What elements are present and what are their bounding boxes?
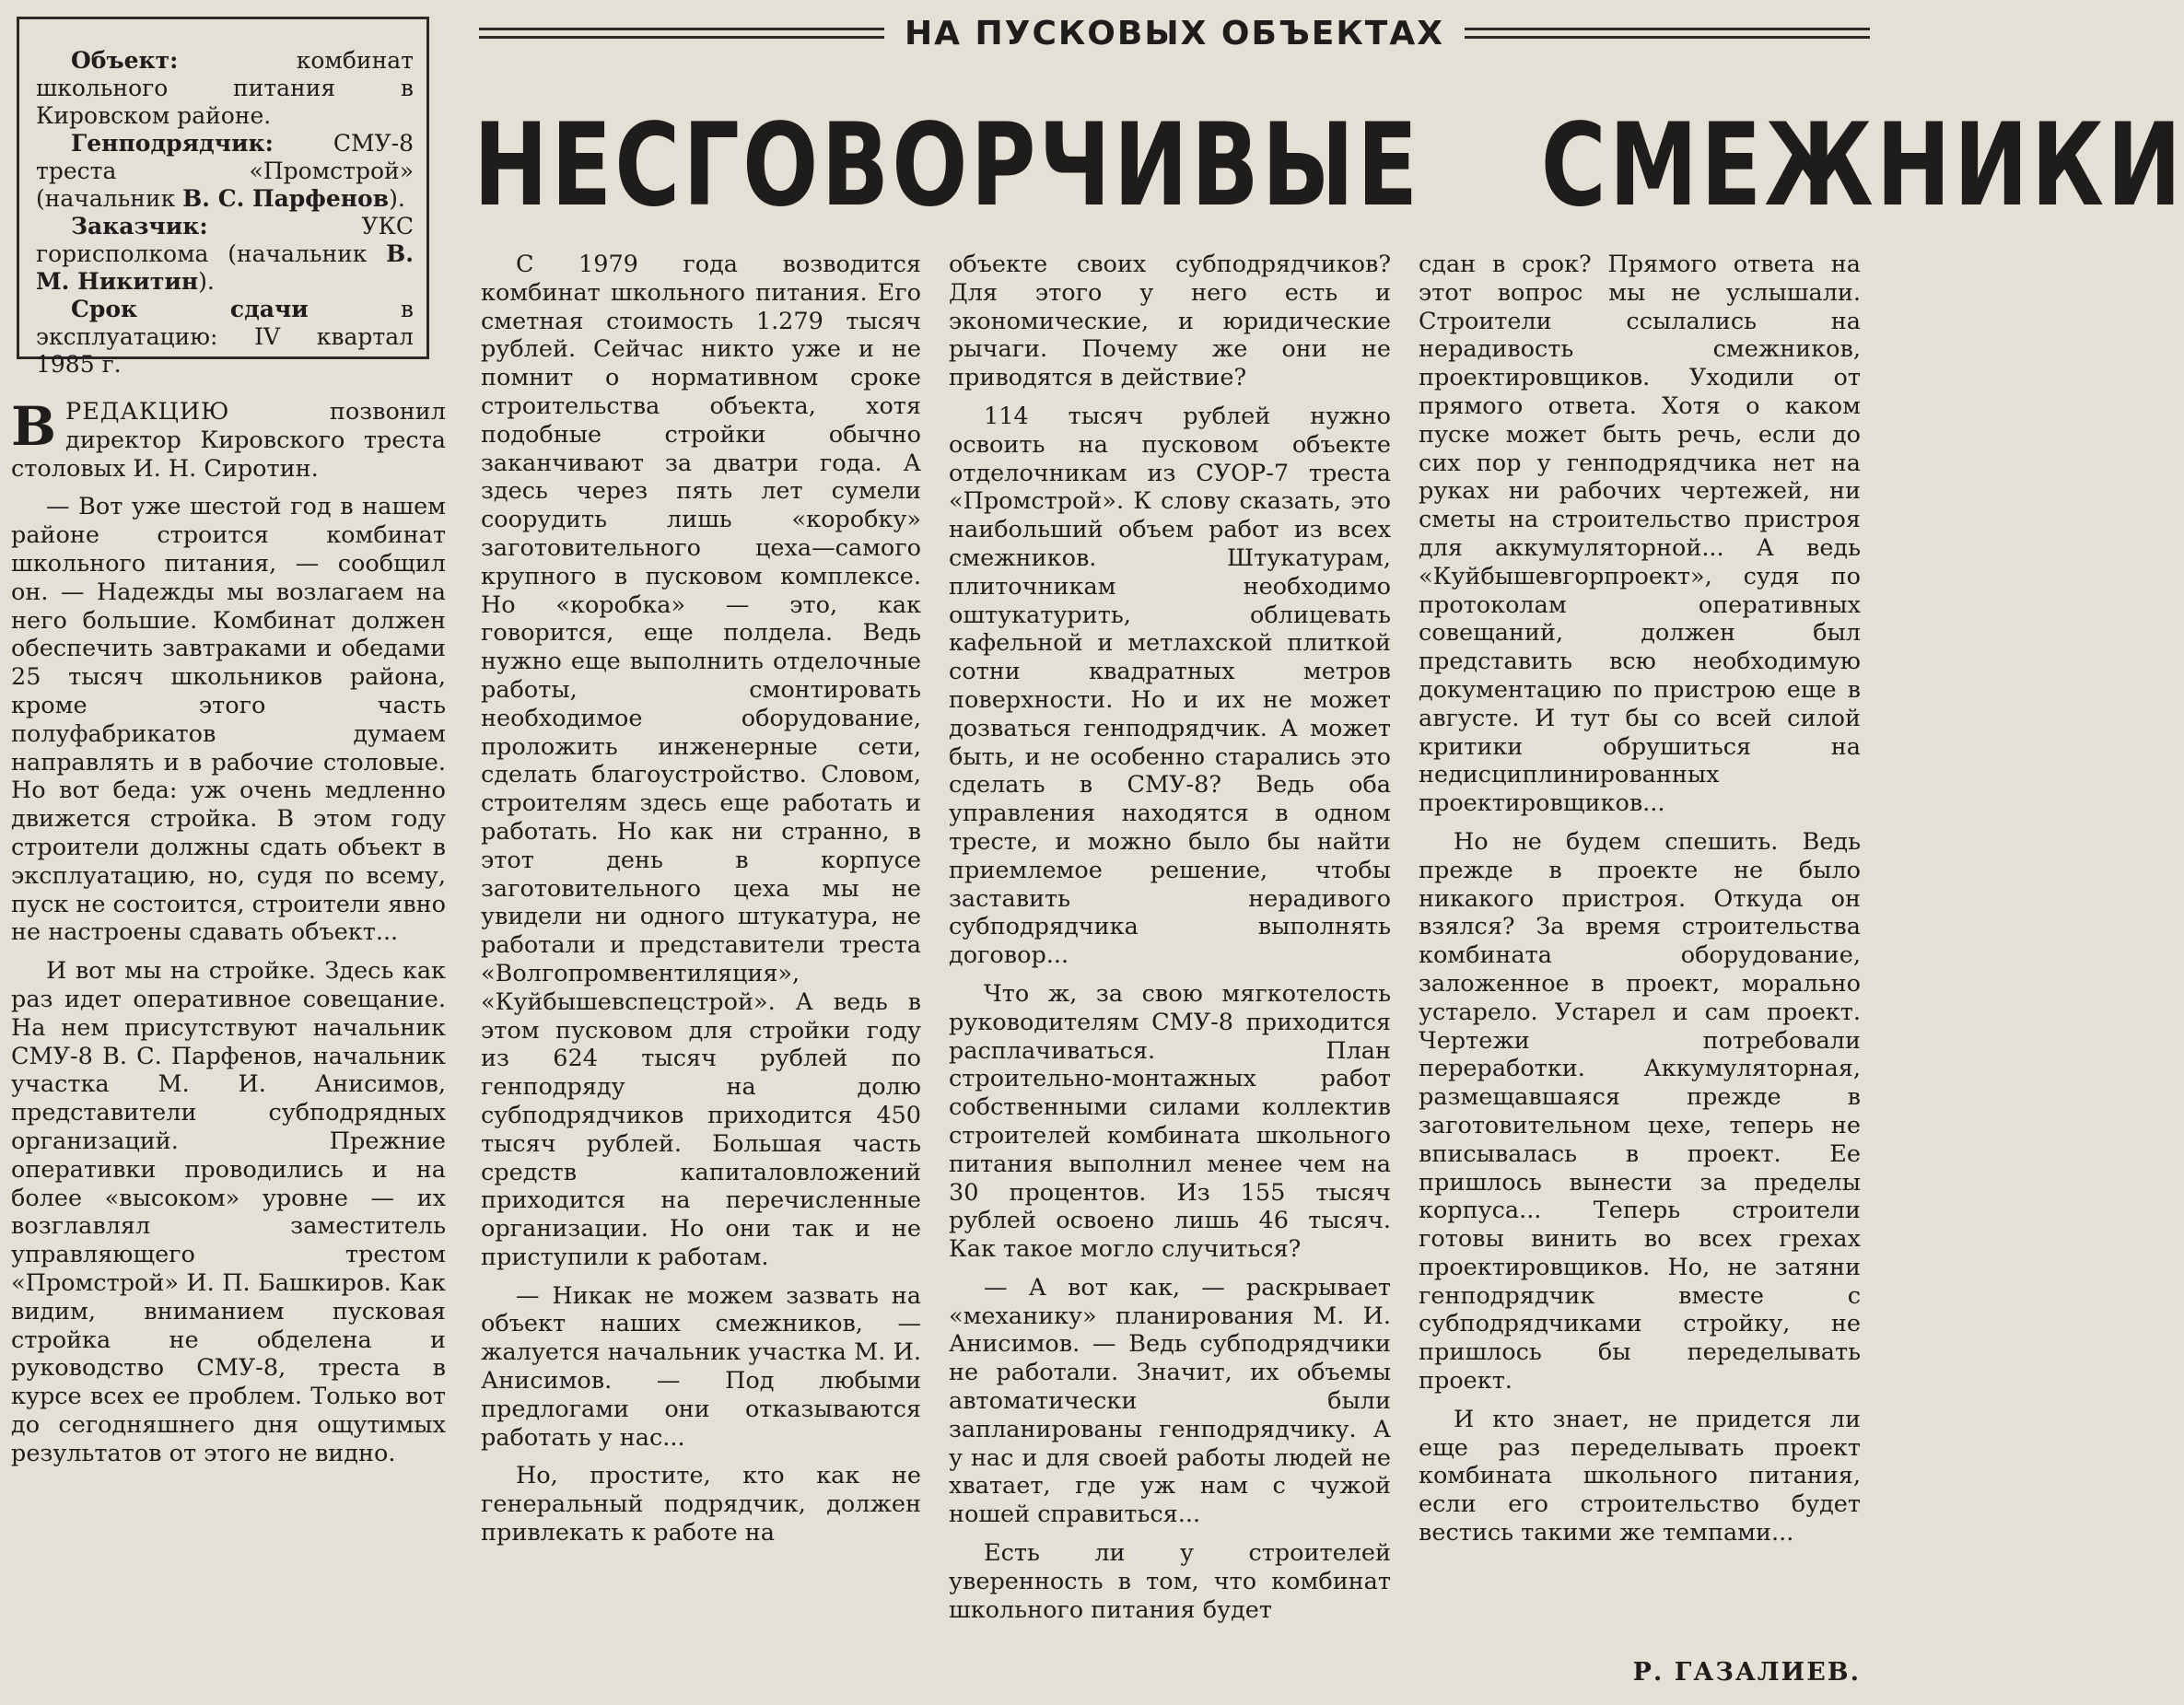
paragraph: 114 тысяч рублей нужно освоить на пусковом объекте отделочникам из СУОР-7 треста «Промстрой». К слову сказать, это наибольший объем работ из всех смежников. Штукатурам, плиточникам необходимо оштукатурить, облицевать кафельной и метлахской плиткой сотни квадратных метров поверхности. Но и их не может дозваться генподрядчик. А может быть, и не особенно старались это сделать в СМУ-8? Ведь оба управления находятся в одном тресте, и можно было бы найти приемлемое решение, чтобы заставить нерадивого субподрядчика выполнять договор... <box>949 402 1391 970</box>
drop-cap: В <box>11 395 57 458</box>
paragraph: И кто знает, не придется ли еще раз переделывать проект комбината школьного питания, если его строительство будет вестись такими же темпами... <box>1419 1405 1861 1547</box>
info-contractor-label: Генподрядчик: <box>71 130 274 157</box>
info-customer <box>36 213 414 296</box>
article-column-3 <box>949 251 1391 1634</box>
rubric-rule-left <box>479 28 884 39</box>
info-object <box>36 47 414 130</box>
paragraph: И вот мы на стройке. Здесь как раз идет оперативное совещание. На нем присутствуют начальник СМУ-8 В. С. Парфенов, начальник участка М. И. Анисимов, представители субподрядных организаций. Прежние оперативки проводились и на более «высоком» уровне — их возглавлял заместитель управляющего трестом «Промстрой» И. П. Башкиров. Как видим, вниманием пусковая стройка не обделена и руководство СМУ-8, треста в курсе всех ее проблем. Только вот до сегодняшнего дня ощутимых результатов от этого не видно. <box>11 957 446 1467</box>
rubric-title: НА ПУСКОВЫХ ОБЪЕКТАХ <box>905 14 1444 53</box>
author-signature: Р. ГАЗАЛИЕВ. <box>1632 1658 1861 1687</box>
info-contractor-text: СМУ-8 треста «Промстрой» (начальник <box>36 130 414 212</box>
article-column-1 <box>11 395 446 1477</box>
info-deadline-label: Срок сдачи <box>71 296 309 322</box>
info-customer-head: В. М. Никитин <box>36 240 414 295</box>
info-contractor-end: ). <box>389 185 405 212</box>
info-customer-end: ). <box>198 268 215 295</box>
info-object-label: Объект: <box>71 47 179 74</box>
info-deadline-text: в эксплуатацию: IV квартал 1985 г. <box>36 296 414 378</box>
paragraph: Что ж, за свою мягкотелость руководителям СМУ-8 приходится расплачиваться. План строительно-монтажных работ собственными силами коллектив строителей комбината школьного питания выполнил менее чем на 30 процентов. Из 155 тысяч рублей освоено лишь 46 тысяч. Как такое могло случиться? <box>949 979 1391 1264</box>
article-column-2 <box>481 251 921 1558</box>
paragraph: — Вот уже шестой год в нашем районе строится комбинат школьного питания, — сообщил он. — Надежды мы возлагаем на него большие. Комбинат должен обеспечить завтраками и обедами 25 тысяч школьников района, кроме этого часть полуфабрикатов думаем направлять и в рабочие столовые. Но вот беда: уж очень медленно движется стройка. В этом году строители должны сдать объект в эксплуатацию, но, судя по всему, пуск не состоится, строители явно не настроены сдавать объект... <box>11 493 446 947</box>
paragraph: Но, простите, кто как не генеральный подрядчик, должен привлекать к работе на <box>481 1462 921 1547</box>
paragraph-continued: сдан в срок? Прямого ответа на этот вопрос мы не услышали. Строители ссылались на нерадивость смежников, проектировщиков. Уходили от прямого ответа. Хотя о каком пуске может быть речь, если до сих пор у генподрядчика нет на руках ни рабочих чертежей, ни сметы на строительство пристроя для аккумуляторной... А ведь «Куйбышевгорпроект», судя по протоколам оперативных совещаний, должен был представить всю необходимую документацию по пристрою еще в августе. И тут бы со всей силой критики обрушиться на недисциплинированных проектировщиков... <box>1419 251 1861 818</box>
paragraph: Есть ли у строителей уверенность в том, что комбинат школьного питания будет <box>949 1539 1391 1624</box>
paragraph: — Никак не можем зазвать на объект наших смежников, — жалуется начальник участка М. И. Анисимов. — Под любыми предлогами они отказываются работать у нас... <box>481 1281 921 1452</box>
paragraph: Но не будем спешить. Ведь прежде в проекте не было никакого пристроя. Откуда он взялся? За время строительства комбината оборудование, заложенное в проект, морально устарело. Устарел и сам проект. Чертежи потребовали переработки. Аккумуляторная, размещавшаяся прежде в заготовительном цехе, теперь не вписывалась в проект. Ее пришлось вынести за пределы корпуса... Теперь строители готовы винить во всех грехах проектировщиков. Но, не затяни генподрядчик вместе с субподрядчиками стройку, не пришлось бы переделывать проект. <box>1419 827 1861 1396</box>
info-object-text: комбинат школьного питания в Кировском районе. <box>36 47 414 129</box>
info-contractor <box>36 130 414 213</box>
paragraph: — А вот как, — раскрывает «механику» планирования М. И. Анисимов. — Ведь субподрядчики не работали. Значит, их объемы автоматически были запланированы генподрядчику. А у нас и для своей работы людей не хватает, где уж нам с чужой ношей справиться... <box>949 1273 1391 1529</box>
rubric-rule-right <box>1465 28 1870 39</box>
lead-rest: позвонил директор Кировского треста столовых И. Н. Сиротин. <box>11 398 446 483</box>
paragraph: С 1979 года возводится комбинат школьного питания. Его сметная стоимость 1.279 тысяч рублей. Сейчас никто уже и не помнит о нормативном сроке строительства объекта, хотя подобные стройки обычно заканчивают за дватри года. А здесь через пять лет сумели соорудить лишь «коробку» заготовительного цеха—самого крупного в пусковом комплексе. Но «коробка» — это, как говорится, еще полдела. Ведь нужно еще выполнить отделочные работы, смонтировать необходимое оборудование, проложить инженерные сети, сделать благоустройство. Словом, строителям здесь еще работать и работать. Но как ни странно, в этот день в корпусе заготовительного цеха мы не увидели ни одного штукатура, не работали и представители треста «Волгопромвентиляция», «Куйбышевспецстрой». А ведь в этом пусковом для стройки году из 624 тысяч рублей по генподряду на долю субподрядчиков приходится 450 тысяч рублей. Большая часть средств капиталовложений приходится на перечисленные организации. Но они так и не приступили к работам. <box>481 251 921 1271</box>
lead-caps: РЕДАКЦИЮ <box>65 398 230 426</box>
lead-paragraph <box>11 395 446 483</box>
info-deadline <box>36 296 414 379</box>
article-column-4 <box>1419 251 1861 1558</box>
info-customer-label: Заказчик: <box>71 213 208 239</box>
paragraph-continued: объекте своих субподрядчиков? Для этого у него есть и экономические, и юридические рычаги. Почему же они не приводятся в действие? <box>949 251 1391 392</box>
section-rubric <box>479 9 1870 57</box>
object-info-box <box>17 17 429 378</box>
info-contractor-head: В. С. Парфенов <box>182 185 390 212</box>
article-headline: НЕСГОВОРЧИВЫЕ СМЕЖНИКИ <box>473 99 2184 232</box>
info-customer-text: УКС горисполкома (начальник <box>36 213 414 267</box>
